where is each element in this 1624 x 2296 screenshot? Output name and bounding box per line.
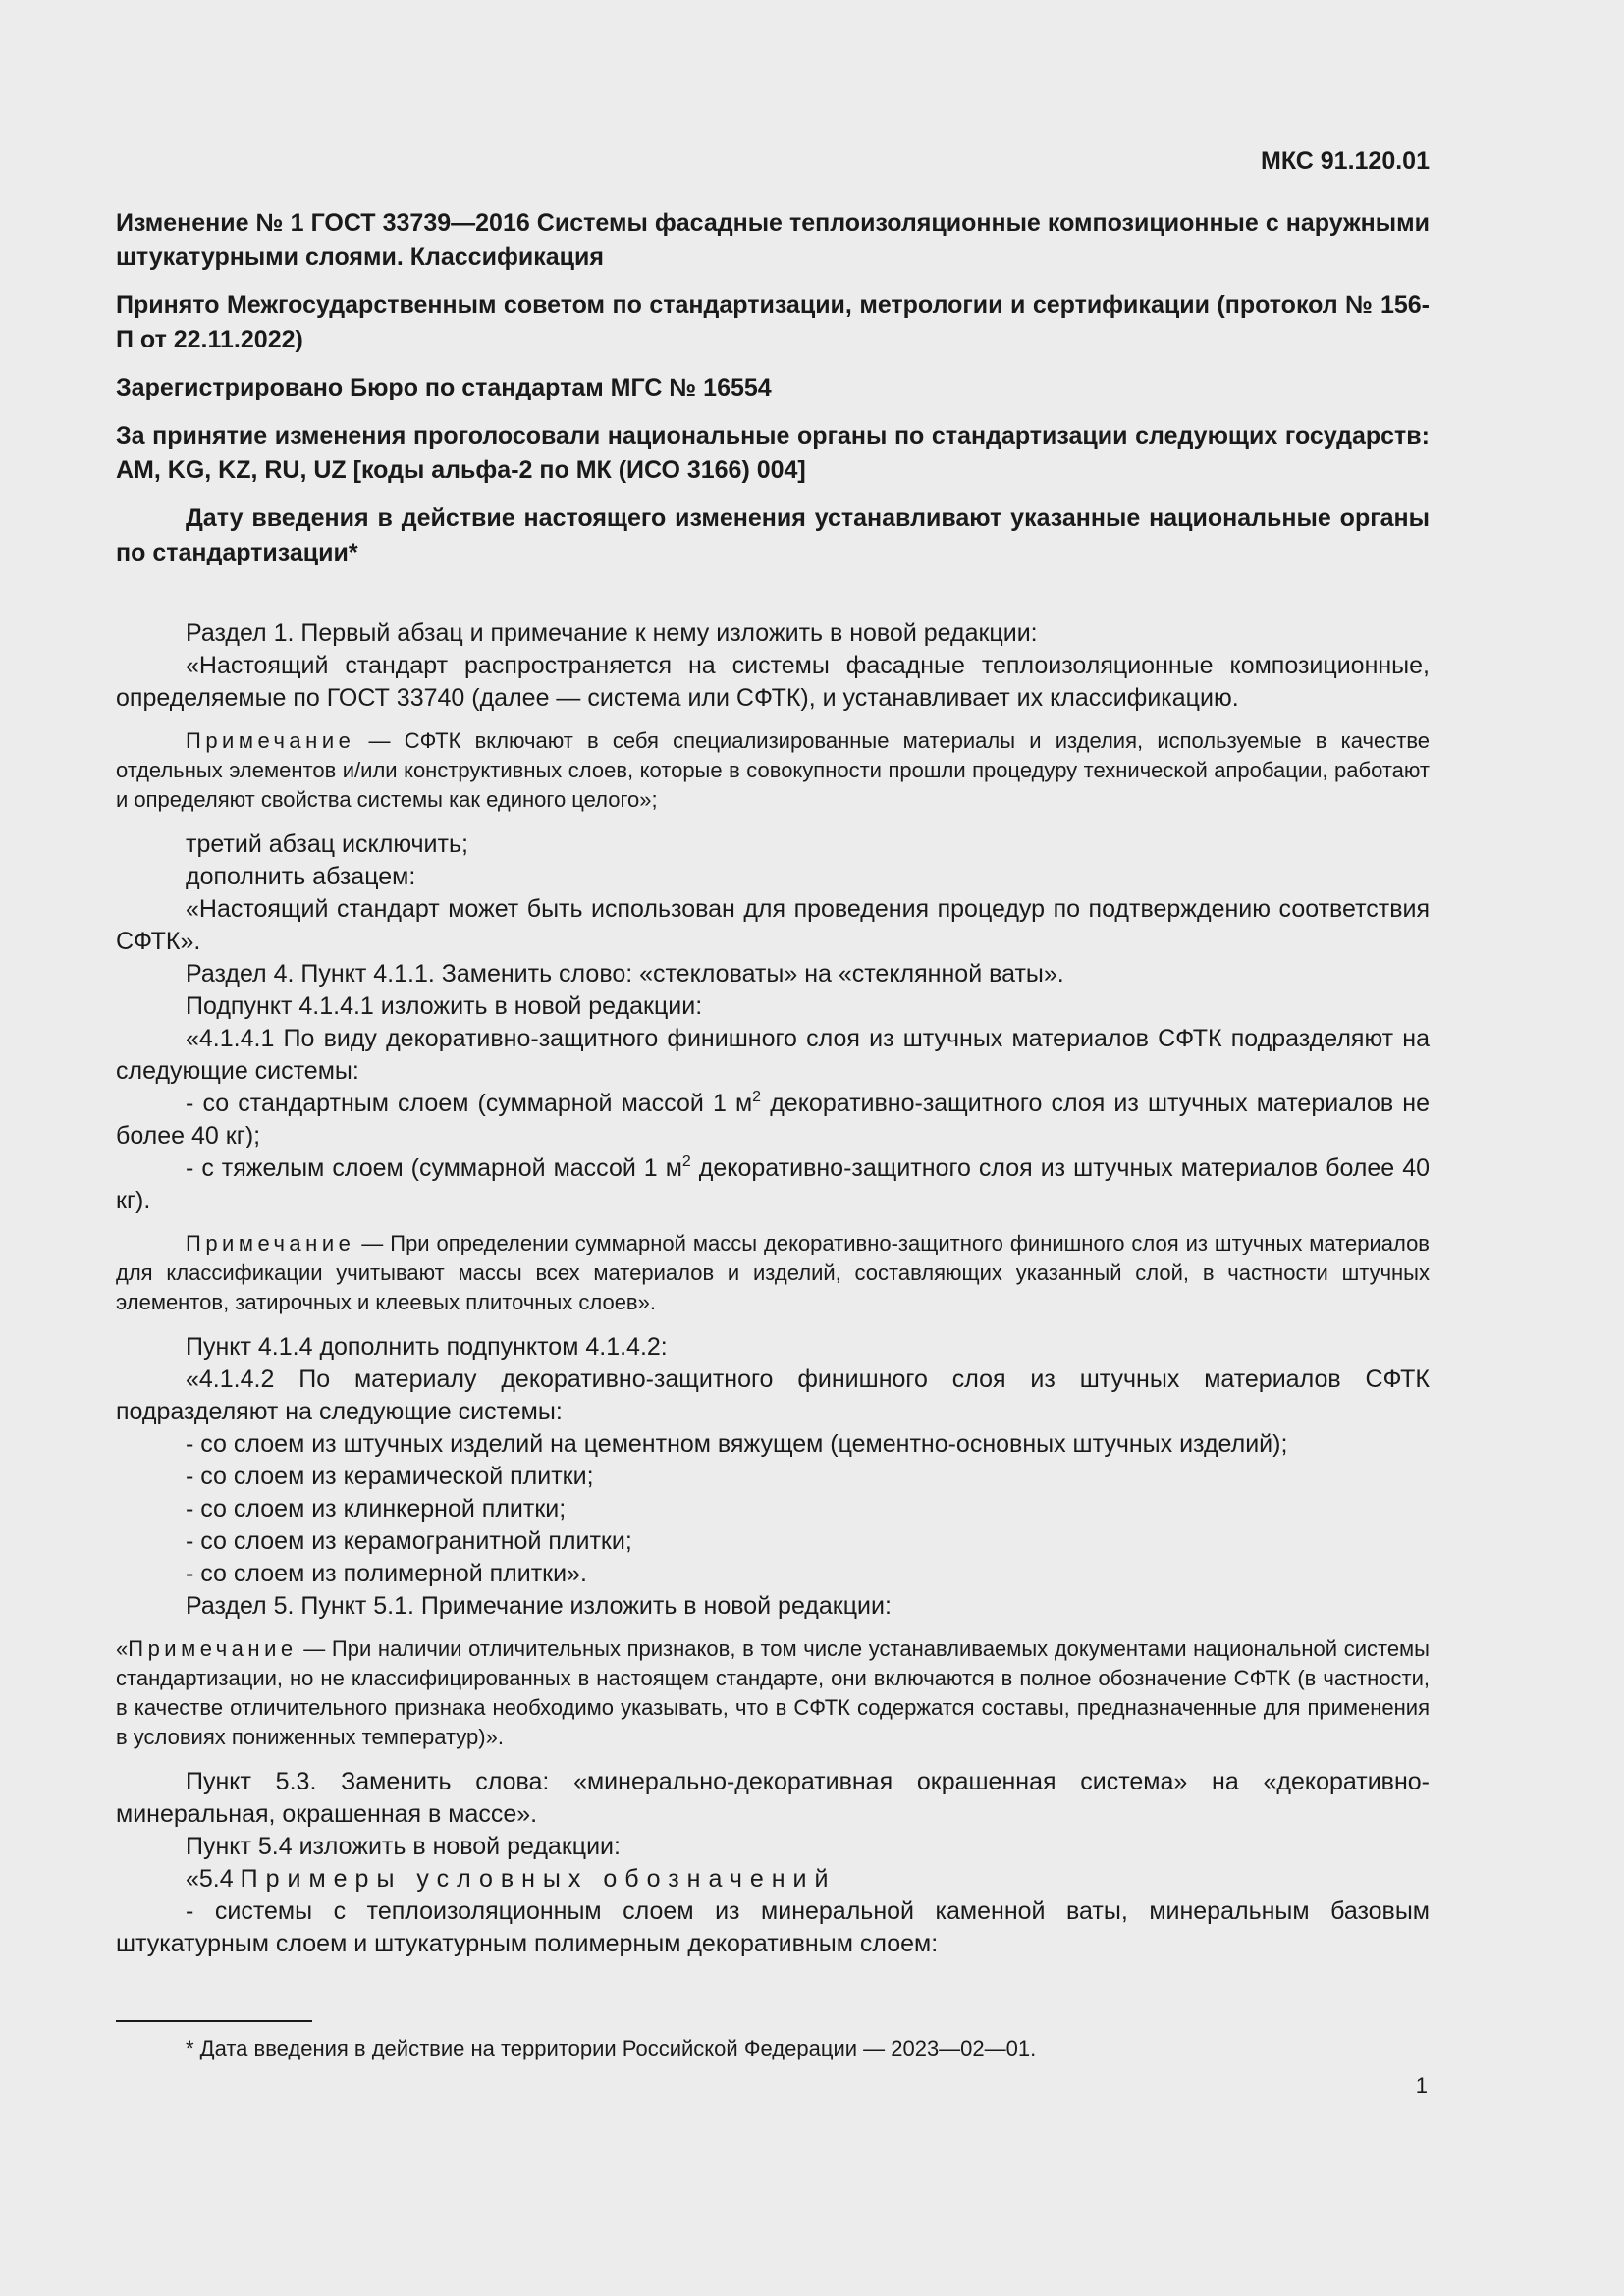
paragraph: Пункт 5.4 изложить в новой редакции:: [186, 1833, 621, 1860]
paragraph: Раздел 4. Пункт 4.1.1. Заменить слово: «стекловаты» на «стеклянной ваты».: [186, 960, 1064, 988]
registered-note: Зарегистрировано Бюро по стандартам МГС № 16554: [116, 374, 772, 401]
note-text: — При наличии отличительных признаков, в том числе устанавливаемых документами национальной системы стандартизации, но не классифицированных в настоящем стандарте, они включаются в полное обозначение СФТК (в частности, в качестве отличительного признака необходимо указывать, что в СФТК содержатся составы, предназначенные для применения в условиях пониженных температур)».: [116, 1636, 1430, 1749]
text: декоративно-защитного слоя из штучных материалов не более 40 кг);: [116, 1090, 1430, 1149]
page-number: 1: [1415, 2073, 1428, 2098]
paragraph: Пункт 5.3. Заменить слова: «минерально-декоративная окрашенная система» на «декоративно-минеральная, окрашенная в массе».: [116, 1768, 1430, 1828]
paragraph: [116, 1088, 1430, 1152]
amendment-title: Изменение № 1 ГОСТ 33739—2016 Системы фасадные теплоизоляционные композиционные с наружными штукатурными слоями. Классификация: [116, 209, 1430, 271]
footnote-divider: [116, 2020, 312, 2022]
paragraph: «Настоящий стандарт распространяется на системы фасадные теплоизоляционные композиционные, определяемые по ГОСТ 33740 (далее — система или СФТК), и устанавливает их классификацию.: [116, 652, 1430, 712]
note-text: — При определении суммарной массы декоративно-защитного финишного слоя из штучных материалов для классификации учитывают массы всех материалов и изделий, составляющих указанный слой, в частности штучных элементов, затирочных и клеевых плиточных слоев».: [116, 1231, 1430, 1314]
voted-states: За принятие изменения проголосовали национальные органы по стандартизации следующих государств: AM, KG, KZ, RU, UZ [коды альфа-2 по МК (ИСО 3166) 004]: [116, 422, 1430, 484]
list-item: - со слоем из полимерной плитки».: [186, 1560, 587, 1587]
note-label: Примечание: [128, 1636, 298, 1661]
paragraph: Раздел 5. Пункт 5.1. Примечание изложить в новой редакции:: [186, 1592, 892, 1620]
spaced-heading: Примеры условных обозначений: [240, 1865, 837, 1893]
note-label: Примечание: [186, 728, 355, 753]
note: [116, 726, 1430, 815]
paragraph: дополнить абзацем:: [186, 863, 416, 890]
text: декоративно-защитного слоя из штучных материалов более 40 кг).: [116, 1154, 1430, 1214]
paragraph: «Настоящий стандарт может быть использован для проведения процедур по подтверждению соответствия СФТК».: [116, 895, 1430, 955]
footnote: * Дата введения в действие на территории Российской Федерации — 2023—02—01.: [186, 2036, 1037, 2060]
list-item: - со слоем из штучных изделий на цементном вяжущем (цементно-основных штучных изделий);: [186, 1430, 1288, 1458]
note-text: — СФТК включают в себя специализированные материалы и изделия, используемые в качестве отдельных элементов и/или конструктивных слоев, которые в совокупности прошли процедуру технической апробации, работают и определяют свойства системы как единого целого»;: [116, 728, 1430, 812]
paragraph: третий абзац исключить;: [186, 830, 468, 858]
note-label: Примечание: [186, 1231, 355, 1255]
note: [116, 1229, 1430, 1317]
list-item: - со слоем из керамической плитки;: [186, 1463, 594, 1490]
note: [116, 1634, 1430, 1752]
effective-date-note: Дату введения в действие настоящего изменения устанавливают указанные национальные органы по стандартизации*: [116, 505, 1430, 566]
paragraph: Пункт 4.1.4 дополнить подпунктом 4.1.4.2:: [186, 1333, 668, 1361]
paragraph: «4.1.4.2 По материалу декоративно-защитного финишного слоя из штучных материалов СФТК подразделяют на следующие системы:: [116, 1365, 1430, 1425]
paragraph: [116, 1152, 1430, 1217]
paragraph: Подпункт 4.1.4.1 изложить в новой редакции:: [186, 992, 703, 1020]
page-content: [116, 145, 1430, 1960]
text: - с тяжелым слоем (суммарной массой 1 м: [186, 1154, 682, 1182]
text: «5.4: [186, 1865, 241, 1893]
list-item: - со слоем из клинкерной плитки;: [186, 1495, 567, 1522]
paragraph: «4.1.4.1 По виду декоративно-защитного финишного слоя из штучных материалов СФТК подразделяют на следующие системы:: [116, 1025, 1430, 1085]
paragraph: - системы с теплоизоляционным слоем из минеральной каменной ваты, минеральным базовым штукатурным слоем и штукатурным полимерным декоративным слоем:: [116, 1897, 1430, 1957]
paragraph: [116, 1863, 1430, 1896]
adopted-by: Принято Межгосударственным советом по стандартизации, метрологии и сертификации (протокол № 156-П от 22.11.2022): [116, 292, 1430, 353]
list-item: - со слоем из керамогранитной плитки;: [186, 1527, 632, 1555]
text: - со стандартным слоем (суммарной массой 1 м: [186, 1090, 753, 1117]
superscript: 2: [752, 1089, 762, 1105]
superscript: 2: [681, 1153, 691, 1170]
paragraph: Раздел 1. Первый абзац и примечание к нему изложить в новой редакции:: [186, 619, 1038, 647]
quote-mark: «: [116, 1636, 129, 1661]
mks-code: МКС 91.120.01: [1261, 147, 1430, 175]
